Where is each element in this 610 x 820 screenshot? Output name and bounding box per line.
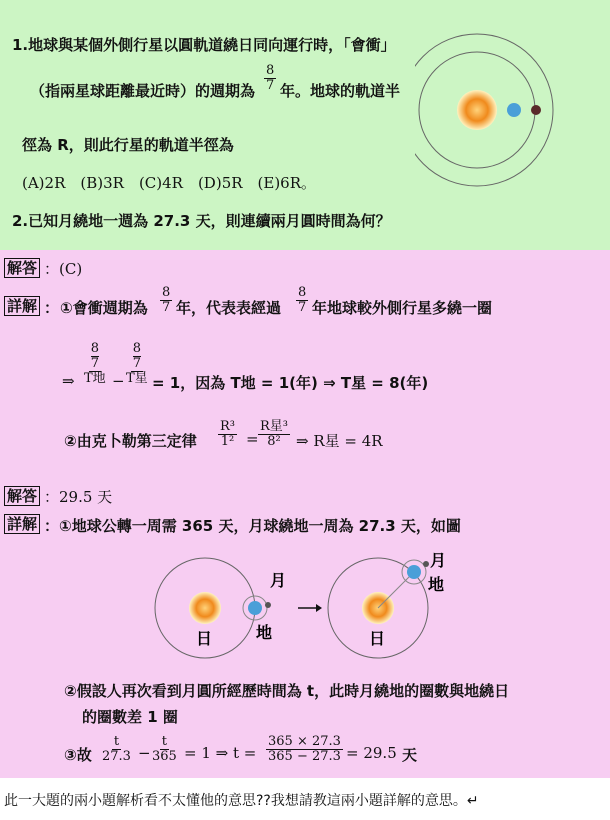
answer-1-panel xyxy=(0,250,610,482)
explain-label: 詳解 xyxy=(4,296,40,316)
moon-orbit-diagram xyxy=(150,552,460,660)
eq-arrow: ⇒ xyxy=(62,372,75,390)
fraction-numerator: t xyxy=(161,734,168,749)
step-3-mid: = 1 ⇒ t = xyxy=(184,744,257,762)
sun-icon xyxy=(457,90,497,130)
kepler-numerator: R星³ xyxy=(260,419,288,434)
question-1-line-2-post: 年。地球的軌道半 xyxy=(280,82,401,100)
t-earth: T地 xyxy=(84,371,106,386)
step-1-fraction-a xyxy=(160,286,172,315)
arrow-head-icon xyxy=(316,604,322,612)
step-3-fraction-c xyxy=(266,735,343,764)
kepler-equals: = xyxy=(246,430,259,448)
moon-icon-left xyxy=(265,602,271,608)
sun-label-left: 日 xyxy=(196,629,213,648)
step-2-line-1: ②假設人再次看到月圓所經歷時間為 t，此時月繞地的圈數與地繞日 xyxy=(64,682,510,700)
answer-label: 解答 xyxy=(4,258,40,278)
eq-minus: − xyxy=(112,372,125,390)
answer-value: ：(C) xyxy=(44,260,83,278)
eq-fraction-planet xyxy=(124,342,150,386)
answer-label: 解答 xyxy=(4,486,40,506)
explain-label: 詳解 xyxy=(4,514,40,534)
earth-label-right: 地 xyxy=(428,575,445,594)
step-3-pre: ③故 xyxy=(64,746,92,764)
answer-2-panel xyxy=(0,482,610,778)
fraction-denominator: 365 xyxy=(152,749,177,764)
inner-numerator: 8 xyxy=(132,341,141,356)
answer-value: ：29.5 天 xyxy=(44,488,113,506)
eq-numerator-planet xyxy=(131,342,143,372)
fraction-numerator: 8 xyxy=(162,285,171,300)
fraction-denominator: 7 xyxy=(298,300,307,315)
question-1-line-2-pre: （指兩星球距離最近時）的週期為 xyxy=(30,82,256,100)
footer-text: 此一大題的兩小題解析看不太懂他的意思??我想請教這兩小題詳解的意思。↵ xyxy=(4,793,479,809)
inner-denominator: 7 xyxy=(132,356,141,371)
fraction-numerator: 8 xyxy=(266,63,275,78)
fraction-numerator: 365 × 27.3 xyxy=(268,734,341,749)
earth-icon xyxy=(507,103,521,117)
fraction-denominator: 7 xyxy=(266,78,275,93)
fraction-denominator: 365 − 27.3 xyxy=(268,749,341,764)
moon-icon-right xyxy=(423,561,429,567)
step-3-fraction-b xyxy=(150,735,179,764)
step-3-minus: − xyxy=(138,744,151,762)
orbit-diagram xyxy=(415,22,605,202)
kepler-fraction-right xyxy=(258,420,290,449)
explain-colon: ： xyxy=(44,299,60,317)
kepler-fraction-left xyxy=(218,420,237,449)
earth-icon-right xyxy=(407,565,421,579)
eq-result: = 1，因為 T地 = 1(年) ⇒ T星 = 8(年) xyxy=(152,374,429,392)
step-3-unit: 天 xyxy=(402,746,418,764)
step-3-result: = 29.5 xyxy=(346,744,397,762)
sun-earth-line xyxy=(378,572,414,608)
step-1-pre: ①會衝週期為 xyxy=(60,299,148,317)
sun-icon-left xyxy=(189,592,221,624)
sun-label-right: 日 xyxy=(369,629,386,648)
t-planet: T星 xyxy=(126,371,148,386)
step-3-fraction-a xyxy=(100,735,133,764)
fraction-denominator: 7 xyxy=(162,300,171,315)
inner-numerator: 8 xyxy=(90,341,99,356)
question-2: 2.已知月繞地一週為 27.3 天，則連續兩月圓時間為何？ xyxy=(12,212,391,230)
step-2-post: ⇒ R星 = 4R xyxy=(296,432,383,450)
question-panel xyxy=(0,0,610,250)
moon-label-right: 月 xyxy=(430,552,447,570)
kepler-denominator: 8² xyxy=(267,434,281,449)
eq-numerator-earth xyxy=(89,342,101,372)
step-1-fraction-b xyxy=(296,286,308,315)
question-1-line-1: 1.地球與某個外側行星以圓軌道繞日同向運行時，「會衝」 xyxy=(12,36,396,54)
step-1: ：①地球公轉一周需 365 天，月球繞地一周為 27.3 天，如圖 xyxy=(44,517,461,535)
earth-icon-left xyxy=(248,601,262,615)
fraction-denominator: 27.3 xyxy=(102,749,131,764)
eq-fraction-earth xyxy=(82,342,108,386)
question-1-line-3: 徑為 R，則此行星的軌道半徑為 xyxy=(22,136,234,154)
kepler-numerator: R³ xyxy=(220,419,235,434)
question-1-fraction xyxy=(264,64,276,93)
question-footer xyxy=(0,778,610,820)
step-1-mid: 年，代表表經過 xyxy=(176,299,282,317)
kepler-denominator: 1² xyxy=(220,434,235,449)
step-1-post: 年地球較外側行星多繞一圈 xyxy=(312,299,493,317)
fraction-numerator: 8 xyxy=(298,285,307,300)
earth-label-left: 地 xyxy=(256,623,273,642)
step-2-pre: ②由克卜勒第三定律 xyxy=(64,432,197,450)
moon-label-left: 月 xyxy=(270,571,287,590)
question-1-options: (A)2R (B)3R (C)4R (D)5R (E)6R。 xyxy=(22,174,317,192)
step-2-line-2: 的圈數差 1 圈 xyxy=(82,708,178,726)
inner-denominator: 7 xyxy=(90,356,99,371)
fraction-numerator: t xyxy=(113,734,120,749)
planet-icon xyxy=(531,105,541,115)
